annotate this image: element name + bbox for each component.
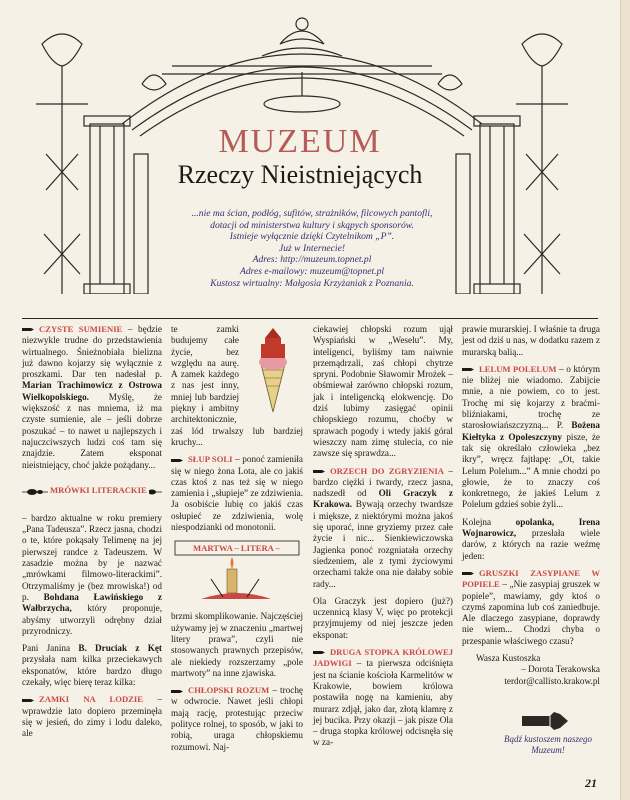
column-2 (171, 324, 303, 759)
donor-name: B. Druciak z Kęt (78, 643, 162, 654)
entry-wojnarowicz (462, 517, 600, 562)
donor-name: Bożena Kiełtyka z Opoleszczyny (462, 420, 600, 442)
entry-lelum-polelum (462, 364, 600, 511)
donor-name: Marian Trachimowicz z Ostrowa Wielkopolskiego. (22, 380, 162, 402)
pointing-hand-icon (313, 649, 327, 656)
signature-line: Wasza Kustoszka (476, 653, 541, 664)
entry-text: Pani Janina (22, 643, 79, 654)
entry-orzech (313, 466, 453, 590)
entry-heading: MRÓWKI LITERACKIE (50, 484, 147, 495)
pointing-hand-icon (520, 708, 572, 734)
mrowki-banner (22, 477, 162, 507)
column-1 (22, 324, 162, 746)
entry-text: – bardzo aktualne w roku premiery „Pana Tadeusza”. Rzecz jasna, chodzi o te, które pokąsały Telimenę na jej pierwszej randce z Tadeuszem. W zasadzie można by je nazwać „mrówkami filmowo-literackimi”. Otrzymaliśmy je (bez mrowiska!) od p. (22, 512, 162, 602)
entry-text: – bardzo ciężki i twardy, rzecz jasna, nadszedł od (313, 465, 454, 499)
entry-heading: SŁUP SOLI (188, 454, 233, 465)
entry-text: pisze, że tak się określało człowieka „bez ikry”, wręcz fajtłapę: „Ot, takie Lelum Polelum...” A mnie chodzi po głowie, że to znaczy coś konkretnego, że jakieś Lelum z Polelum gdzieś sobie żyli... (462, 431, 600, 510)
intro-line: ...nie ma ścian, podłóg, sufitów, strażników, filcowych pantofli, (191, 208, 433, 219)
entry-heading: CZYSTE SUMIENIE (39, 324, 123, 334)
intro-line: dotacji od ministerstwa kultury i skąpych sponsorów. (210, 219, 414, 231)
pointing-hand-icon (171, 688, 185, 695)
entry-text: – wprawdzie lato dopiero przeminęła się w jesień, do zimy i lodu daleko, ale (22, 694, 162, 739)
entry-heading: GRUSZKI ZASYPIANE W POPIELE (462, 567, 600, 590)
entry-heading: ZAMKI NA LODZIE (39, 694, 143, 705)
page-title: MUZEUM (218, 123, 382, 160)
divider (22, 318, 598, 319)
column-3 (313, 324, 453, 755)
entry-slup-soli (171, 454, 303, 533)
entry-stopka (313, 647, 453, 749)
entry-text: – „Nie zasypiaj gruszek w popiele”, mawiamy, gdy ktoś o czymś zapomina lub coś zaniedbuje. Ale dlaczego zasypiane, doprawdy nie wiem... Chodzi chyba o przespanie właściwego czasu? (462, 579, 600, 646)
entry-text: – ponoć zamieniła się w niego żona Lota, ale co jakiś czas ktoś z nas też się w niego zamienia i „słupieje” ze zdziwienia. Ja osobiście lubię co jakiś czas osłupieć ze zdziwienia, wolę niespodzianki od monotonii. (171, 454, 303, 533)
signature (462, 653, 600, 687)
entry-martwa-litera: brzmi skomplikowanie. Najczęściej używamy jej w znaczeniu „martwej litery prawa”, czyli nie stosowanych prawnych przepisów, ale niekiedy rozszerzamy „pole martwoty” na inne zjawiska. (171, 611, 303, 678)
footer-note: Bądź kustoszem naszego Muzeum! (504, 734, 592, 755)
page-edge (620, 0, 630, 800)
entry-heading: MARTWA – LITERA – (193, 543, 280, 554)
entry-czyste-sumienie (22, 324, 162, 471)
pointing-hand-icon (22, 326, 36, 333)
pointing-hand-icon (171, 457, 185, 464)
entry-text: – o którym nie bliżej nie wiadomo. Zabijcie mnie, a nie powiem, co to jest. Trochę mi się kojarzy z braćmi-bliźniakami, trochę ze starosłowiańszczyzną... P. (462, 363, 601, 431)
entry-chlopski-rozum (171, 685, 303, 753)
page-number: 21 (585, 776, 597, 790)
intro-line: Już w Internecie! (278, 242, 346, 254)
entry-zamki-cont: te zamki budujemy całe życie, bez względu na aurę. A zamek każdego z nas jest inny, mniej lub bardziej piękny i ambitny architektonicznie, zaś lód trwalszy lub bardziej kruchy... (171, 324, 303, 447)
entry-mrowki (22, 513, 162, 637)
donor-name: Bohdana Ławińskiego z Wałbrzycha, (22, 591, 163, 614)
column-4 (462, 324, 600, 693)
entry-text: przysłała nam kilka przeciekawych eksponatów, które bardzo długo czekały, więc bierę teraz kilka: (22, 654, 162, 688)
pointing-hand-icon (22, 697, 36, 704)
page-subtitle: Rzeczy Nieistniejących (177, 160, 423, 189)
entry-text: Bywają orzechy twardsze i miększe, z niektórymi można jakoś się uporać, inne gryziemy przez całe życie i nic... Sienkiewiczowska Jagienka ponoć rozgniatała orzechy siedzeniem, ale z tymi życiowymi orzechami także ona nie dałaby sobie rady... (313, 499, 453, 589)
donor-name: Oli Graczyk z Krakowa. (313, 488, 453, 510)
entry-text: – będzie niezwykle trudne do przedstawienia wirtualnego. Śnieżnobiała bielizna już dawno kojarzy się wyłącznie z proszkami. Dar ten nadesłał p. (22, 324, 162, 380)
martwa-litera-illustration (171, 539, 303, 607)
page-title-block (150, 124, 450, 190)
intro-address[interactable]: Adres: http://muzeum.topnet.pl (252, 254, 372, 266)
entry-heading: LELUM POLELUM (479, 363, 557, 374)
intro-email[interactable]: Adres e-mailowy: muzeum@topnet.pl (239, 265, 385, 277)
pointing-hand-icon (462, 570, 476, 577)
entry-heading: DRUGA STOPKA KRÓLOWEJ JADWIGI (313, 647, 453, 669)
entry-stopka-cont: prawie murarskiej. I właśnie ta druga jest od dziś u nas, w dodatku razem z murarską balią... (462, 324, 600, 357)
signature-author: – Dorota Terakowska (521, 664, 600, 675)
entry-text: Kolejna (462, 516, 516, 527)
entry-text: – ta pierwsza odciśnięta jest na ścianie kościoła Karmelitów w Krakowie, bowiem królowa postawiła nogę na kamieniu, aby murarz zdjął, jako dar, złotą klamrę z jej bucika. Przy okazji – jak pisze Ola – druga stopka królowej odcisnęła się w za- (313, 658, 453, 748)
entry-text: Myślę, że większość z nas mniema, iż ma czyste sumienie, ale – jeśli dobrze poszukać – to nawet u najlepszych i najuczciwszych ludzi coś tam się znajdzie. Zatem eksponat nieistniejący, choć jakże pożądany... (22, 391, 162, 470)
pointing-hand-icon (313, 468, 327, 475)
entry-graczyk: Ola Graczyk jest dopiero (już?) uczennicą klasy V, więc po protekcji przyjmujemy od niej jeszcze jeden eksponat: (313, 595, 453, 640)
entry-heading: ORZECH DO ZGRYZIENIA (330, 465, 444, 476)
entry-heading: CHŁOPSKI ROZUM (188, 685, 270, 696)
intro-line: Kustosz wirtualny: Małgosia Krzyżaniak z Poznania. (210, 277, 414, 289)
intro-line: Istnieje wyłącznie dzięki Czytelnikom „P”. (229, 231, 395, 243)
entry-zamki (22, 694, 162, 739)
donor-name: opolanka, Irena Wojnarowicz, (462, 516, 600, 539)
entry-druciak (22, 643, 162, 688)
entry-text: – trochę w odwrocie. Nawet jeśli chłopi mają rację, protestując przeciw polityce rolnej, to sposób, w jaki to robią, uraga chłopskiemu rozumowi. Naj- (171, 685, 303, 752)
pointing-hand-icon (462, 366, 476, 373)
intro-text (142, 208, 482, 289)
entry-text: przesłała wiele darów, z których na razie weźmę jeden: (462, 528, 600, 561)
entry-chlopski-cont: ciekawiej chłopski rozum ujął Wyspiański w „Weselu”. My, inteligenci, byliśmy tam naiwnie przemądrzali, zaś chłopi chytrze spryni. Podobnie Sławomir Mrożek – obśmiewał zarówno chłopski rozum, jak i inteligencką elokwencję. Do dziś lubimy zasięgać opinii chłopskiego rozumu, choćby w sprawach pogody i wtedy jakiś góral wieszczy nam zimę stulecia, co nie zawsze się sprawdza... (313, 324, 453, 459)
signature-email[interactable]: terdor@callisto.krakow.pl (504, 675, 600, 686)
castle-on-ice-cream (243, 324, 303, 414)
entry-gruszki (462, 568, 600, 647)
entry-text: który proponuje, abyśmy utworzyli odrębny dział przyrodniczy. (22, 603, 162, 636)
